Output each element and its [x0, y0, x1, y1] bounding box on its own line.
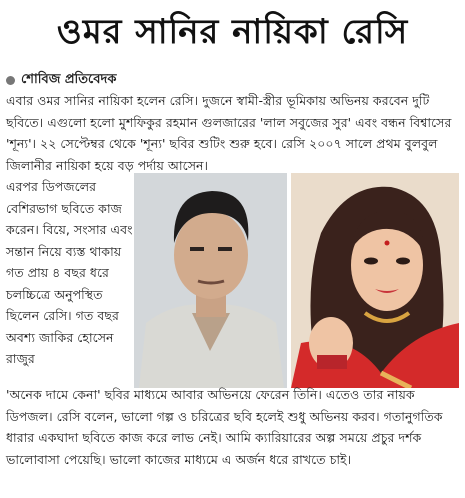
headline: ওমর সানির নায়িকা রেসি	[56, 11, 409, 52]
circle-bullet-icon	[6, 76, 15, 85]
resi-photo	[291, 173, 459, 388]
byline	[6, 70, 116, 91]
omar-sunny-photo	[134, 173, 287, 388]
closing-paragraph: 'অনেক দামে কেনা' ছবির মাধ্যমে আবার অভিনয়ে ফেরেন তিনি। এতেও তার নায়ক ডিপজল। রেসি বলেন, ভালো গল্প ও চরিত্রের ছবি হলেই শুধু অভিনয় করব। গতানুগতিক ধারার একঘাদা ছবিতে কাজ করে লাভ নেই। আমি ক্যারিয়ারের অল্প সময়ে প্রচুর দর্শক ভালোবাসা পেয়েছি। ভালো কাজের মাধ্যমে এ অর্জন ধরে রাখতে চাই।	[6, 387, 443, 467]
intro-paragraph: এবার ওমর সানির নায়িকা হলেন রেসি। দুজনে স্বামী-স্ত্রীর ভূমিকায় অভিনয় করবেন দুটি ছবিতে। এগুলো হলো মুশফিকুর রহমান গুলজারের 'লাল সবুজের সুর' এবং বন্ধন বিশ্বাসের 'শূন্য'। ২২ সেপ্টেম্বর থেকে 'শূন্য' ছবির শুটিং শুরু হবে। রেসি ২০০৭ সালে প্রথম বুলবুল জিলানীর নায়িকা হয়ে বড় পর্দায় আসেন।	[6, 93, 452, 173]
left-column-text: এরপর ডিপজলের বেশিরভাগ ছবিতে কাজ করেন। বিয়ে, সংসার এবং সন্তান নিয়ে ব্যস্ত থাকায় গত প্রায় ৪ বছর ধরে চলচ্চিত্রে অনুপস্থিত ছিলেন রেসি। গত বছর অবশ্য জাকির হোসেন রাজুর	[6, 179, 133, 366]
byline-text: শোবিজ প্রতিবেদক	[21, 72, 117, 87]
